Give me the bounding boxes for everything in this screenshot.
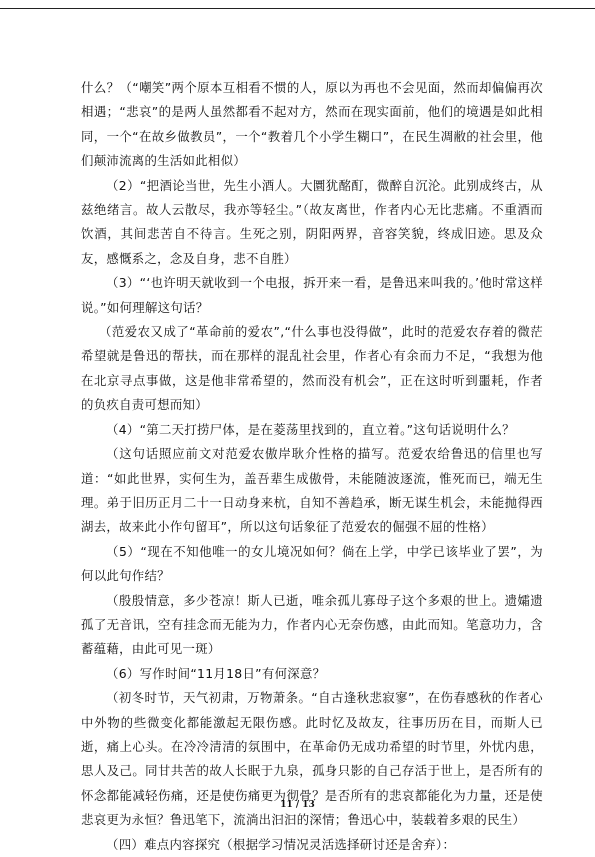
header-rule <box>0 8 595 9</box>
question-5: （5）“现在不知他唯一的女儿境况如何？倘在上学，中学已该毕业了罢”，为何以此句作结？ <box>81 543 543 584</box>
answer-3: （范爱农又成了“革命前的爱农”,“什么事也没得做”，此时的范爱农存着的微茫希望就是鲁迅的帮扶，而在那样的混乱社会里，作者心有余而力不足，“我想为他在北京寻点事做，这是他非常希望的，然而没有机会”，正在这时听到噩耗，作者的负疚自责可想而知） <box>81 324 543 413</box>
answer-6: （初冬时节，天气初肃，万物萧条。“自古逢秋悲寂寥”，在伤春感秋的作者心中外物的些微变化都能激起无限伤感。此时忆及故友，往事历历在目，而斯人已逝，痛上心头。在冷冷清清的氛围中，在革命仍无成功希望的时节里，外忧内患，思人及己。同甘共苦的故人长眠于九泉，孤身只影的自己存活于世上，是否所有的怀念都能减轻伤痛，还是使伤痛更为彻骨？是否所有的悲哀都能化为力量，还是使悲哀更为永恒？鲁迅笔下，流淌出汩汩的深情；鲁迅心中，装载着多艰的民生） <box>81 690 543 828</box>
question-4: （4）“第二天打捞尸体，是在菱荡里找到的，直立着。”这句话说明什么？ <box>106 421 515 437</box>
page-number: 11 / 13 <box>280 800 315 810</box>
paragraph-2: （2）“把酒论当世，先生小酒人。大圜犹酩酊，微醉自沉沦。此别成终古，从兹绝绪言。故人云散尽，我亦等轻尘。”（故友离世，作者内心无比悲痛。不重酒而饮酒，其间悲苦自不待言。生死之别，阴阳两界，音容笑貌，终成旧迹。思及众友，感慨系之，念及自身，悲不自胜） <box>81 177 543 266</box>
answer-5: （殷殷情意，多少苍凉！斯人已逝，唯余孤儿寡母子这个多艰的世上。遗孀遗孤了无音讯，空有挂念而无能为力，作者内心无奈伤感，由此而知。笔意功力，含蓄蕴藉，由此可见一斑） <box>81 592 543 657</box>
question-6: （6）写作时间“11月18日”有何深意？ <box>106 665 326 681</box>
paragraph-1: 什么？（“嘲笑”两个原本互相看不惯的人，原以为再也不会见面，然而却偏偏再次相遇；“悲哀”的是两人虽然都看不起对方，然而在现实面前，他们的境遇是如此相同，一个“在故乡做教员”，一个“教着几个小学生糊口”，在民生凋敝的社会里，他们颠沛流离的生活如此相似） <box>81 80 543 169</box>
answer-4: （这句话照应前文对范爱农傲岸耿介性格的描写。范爱农给鲁迅的信里也写道：“如此世界，实何生为，盖吾辈生成傲骨，未能随波逐流，惟死而已，端无生理。弟于旧历正月二十一日动身来杭，自知不善趋承，断无谋生机会，未能抛得西湖去，故来此小作句留耳”，所以这句话象征了范爱农的倔强不屈的性格） <box>81 446 543 535</box>
question-3: （3）“‘也许明天就收到一个电报，拆开来一看，是鲁迅来叫我的。’他时常这样说。”如何理解这句话？ <box>81 275 543 315</box>
document-body <box>81 76 543 857</box>
section-heading: （四）难点内容探究（根据学习情况灵活选择研讨还是舍弃）： <box>106 836 456 852</box>
